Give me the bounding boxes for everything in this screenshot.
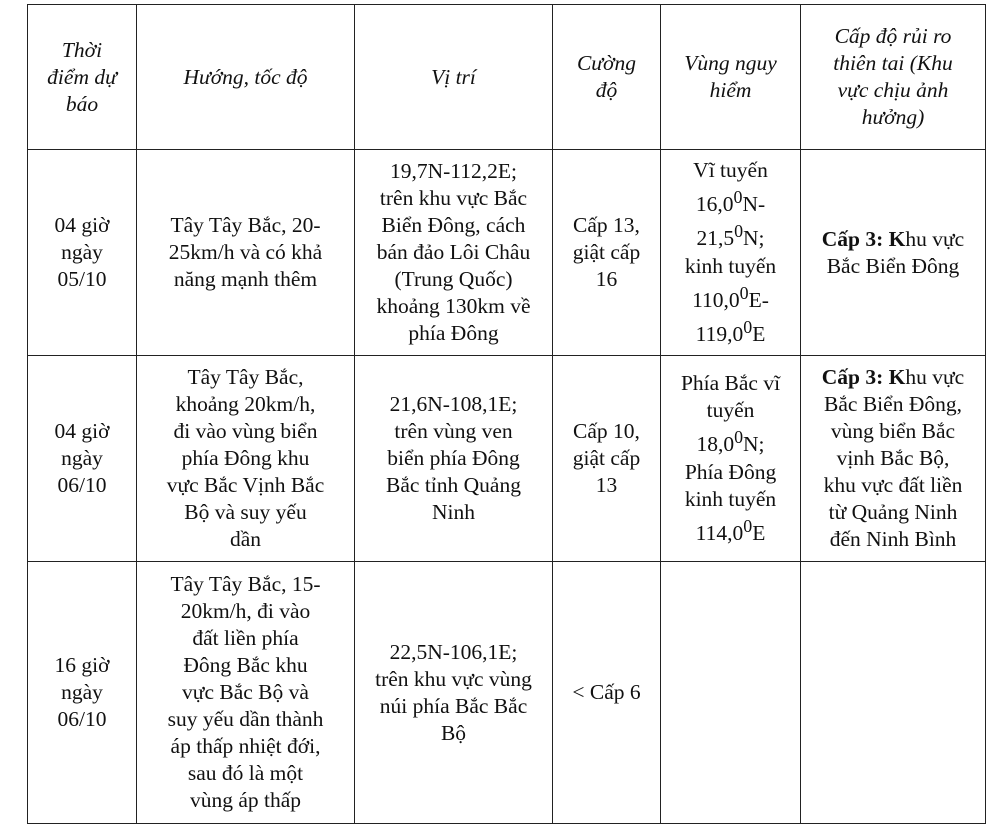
intensity-cell: < Cấp 6 xyxy=(553,562,661,824)
danger-zone-cell xyxy=(661,356,801,562)
danger-line: 119,0$^0$E xyxy=(695,316,766,346)
danger-line: kinh tuyến xyxy=(684,486,777,511)
header-danger-zone: Vùng nguy hiểm xyxy=(661,5,801,150)
risk-level-text: hu vực Bắc Biển Đông, vùng biển Bắc vịnh Bắc Bộ, khu vực đất liền từ Quảng Ninh đến Ninh Bình xyxy=(823,365,965,551)
forecast-time-cell: 04 giờ ngày 05/10 xyxy=(28,150,137,356)
header-row xyxy=(28,5,986,150)
header-risk-level: Cấp độ rủi ro thiên tai (Khu vực chịu ảnh hưởng) xyxy=(801,5,986,150)
danger-line: 21,5$^0$N; xyxy=(696,221,765,251)
intensity-cell: Cấp 10, giật cấp 13 xyxy=(553,356,661,562)
danger-line: tuyến xyxy=(706,398,755,423)
header-forecast-time: Thời điểm dự báo xyxy=(28,5,137,150)
danger-line: 18,0$^0$N; xyxy=(696,427,765,457)
table-row xyxy=(28,356,986,562)
intensity-cell: Cấp 13, giật cấp 16 xyxy=(553,150,661,356)
danger-line: 114,0$^0$E xyxy=(695,515,766,545)
risk-level-cell xyxy=(801,150,986,356)
danger-line: 110,0$^0$E- xyxy=(692,282,769,312)
header-position: Vị trí xyxy=(355,5,553,150)
position-cell: 22,5N-106,1E; trên khu vực vùng núi phía Bắc Bắc Bộ xyxy=(355,562,553,824)
risk-level-bold: Cấp 3: K xyxy=(821,226,906,251)
risk-level-cell xyxy=(801,562,986,824)
forecast-time-cell: 04 giờ ngày 06/10 xyxy=(28,356,137,562)
risk-level-bold: Cấp 3: K xyxy=(821,365,906,389)
danger-line: Phía Bắc vĩ xyxy=(680,371,781,396)
direction-speed-cell: Tây Tây Bắc, 20- 25km/h và có khả năng mạnh thêm xyxy=(137,150,355,356)
forecast-time-cell: 16 giờ ngày 06/10 xyxy=(28,562,137,824)
danger-line: Phía Đông xyxy=(684,459,777,484)
table-row xyxy=(28,562,986,824)
danger-zone-cell xyxy=(661,150,801,356)
direction-speed-cell: Tây Tây Bắc, khoảng 20km/h, đi vào vùng biển phía Đông khu vực Bắc Vịnh Bắc Bộ và suy yếu dần xyxy=(137,356,355,562)
danger-zone-cell xyxy=(661,562,801,824)
direction-speed-cell: Tây Tây Bắc, 15- 20km/h, đi vào đất liền phía Đông Bắc khu vực Bắc Bộ và suy yếu dần thành áp thấp nhiệt đới, sau đó là một vùng áp thấp xyxy=(137,562,355,824)
danger-line: 16,0$^0$N- xyxy=(695,187,766,217)
table-row xyxy=(28,150,986,356)
danger-line: Vĩ tuyến xyxy=(693,158,768,183)
position-cell: 21,6N-108,1E; trên vùng ven biển phía Đông Bắc tỉnh Quảng Ninh xyxy=(355,356,553,562)
risk-level-cell xyxy=(801,356,986,562)
danger-line: kinh tuyến xyxy=(684,253,777,278)
header-intensity: Cường độ xyxy=(553,5,661,150)
risk-level-text: hu vực Bắc Biển Đông xyxy=(826,226,965,278)
header-direction-speed: Hướng, tốc độ xyxy=(137,5,355,150)
position-cell: 19,7N-112,2E; trên khu vực Bắc Biển Đông, cách bán đảo Lôi Châu (Trung Quốc) khoảng 130km về phía Đông xyxy=(355,150,553,356)
forecast-table xyxy=(27,4,986,824)
